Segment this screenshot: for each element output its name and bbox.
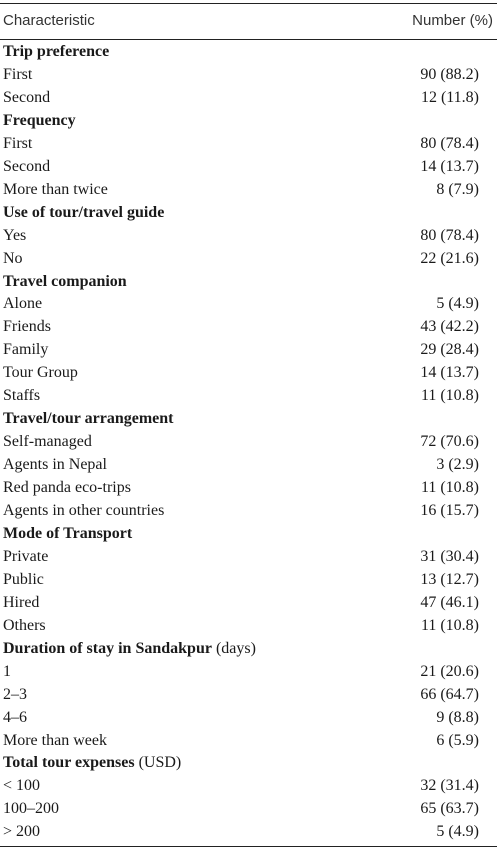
section-heading-row (0, 109, 497, 132)
section-title: Duration of stay in Sandakpur (3, 639, 212, 657)
row-value: 65 (63.7) (420, 800, 479, 818)
table-row (0, 292, 497, 315)
row-label: 100–200 (3, 800, 59, 818)
section-heading (3, 201, 164, 224)
table-row (0, 247, 497, 270)
section-title: Total tour expenses (3, 754, 135, 772)
row-label: 2–3 (3, 685, 27, 703)
row-value: 14 (13.7) (420, 364, 479, 382)
row-label: Public (3, 570, 44, 588)
table-row (0, 132, 497, 155)
section-unit: (USD) (138, 754, 182, 772)
section-heading (3, 40, 109, 63)
row-label: Friends (3, 318, 51, 336)
row-label: Staffs (3, 387, 41, 405)
row-value: 16 (15.7) (420, 502, 479, 519)
section-heading (3, 637, 256, 660)
row-value: 43 (42.2) (420, 318, 479, 336)
row-value: 66 (64.7) (420, 685, 479, 703)
section-heading (3, 407, 173, 430)
row-value: 22 (21.6) (420, 249, 479, 267)
table-row (0, 476, 497, 499)
section-heading-row (0, 40, 497, 63)
section-title: Use of tour/travel guide (3, 203, 165, 221)
row-value: 14 (13.7) (420, 157, 479, 175)
row-value: 8 (7.9) (436, 180, 479, 198)
table-row (0, 361, 497, 384)
table-row (0, 660, 497, 683)
row-label: Alone (3, 295, 43, 313)
table-row (0, 820, 497, 843)
row-value: 80 (78.4) (420, 134, 479, 152)
row-value: 11 (10.8) (420, 479, 479, 497)
row-value: 90 (88.2) (420, 65, 479, 83)
row-label: Yes (3, 226, 27, 244)
table-row (0, 499, 497, 522)
table-row (0, 797, 497, 820)
table-row (0, 683, 497, 706)
table-row (0, 568, 497, 591)
section-title: Mode of Transport (3, 524, 133, 542)
row-label: No (3, 249, 23, 267)
table-top-rule (0, 3, 497, 4)
row-label: Second (3, 88, 51, 106)
table-row (0, 155, 497, 178)
section-heading-row (0, 637, 497, 660)
section-heading-row (0, 407, 497, 430)
row-value: 3 (2.9) (436, 456, 479, 474)
table-row (0, 63, 497, 86)
table-row (0, 384, 497, 407)
row-label: Second (3, 157, 51, 175)
row-value: 72 (70.6) (420, 433, 479, 451)
row-label: 1 (3, 662, 11, 680)
row-label: Red panda eco-trips (3, 479, 131, 497)
row-label: More than twice (3, 180, 108, 198)
table-row (0, 338, 497, 361)
section-heading (3, 522, 132, 545)
row-value: 32 (31.4) (420, 777, 479, 795)
table-row (0, 430, 497, 453)
row-value: 9 (8.8) (436, 708, 479, 726)
row-label: Self-managed (3, 433, 92, 451)
row-label: Others (3, 616, 46, 634)
section-heading (3, 109, 76, 132)
row-value: 80 (78.4) (420, 226, 479, 244)
table-row (0, 178, 497, 201)
section-unit: (days) (215, 639, 256, 657)
table-row (0, 315, 497, 338)
row-label: More than week (3, 731, 107, 749)
table-row (0, 729, 497, 752)
row-value: 31 (30.4) (420, 547, 479, 565)
row-label: Agents in Nepal (3, 456, 107, 474)
table-row (0, 706, 497, 729)
row-label: 4–6 (3, 708, 27, 726)
section-title: Travel/tour arrangement (3, 410, 174, 428)
section-heading-row (0, 751, 497, 774)
section-title: Trip preference (3, 43, 110, 60)
table-row (0, 545, 497, 568)
section-heading (3, 751, 181, 774)
row-value: 12 (11.8) (420, 88, 479, 106)
row-value: 47 (46.1) (420, 593, 479, 611)
table-row (0, 614, 497, 637)
table-row (0, 453, 497, 476)
row-value: 29 (28.4) (420, 341, 479, 359)
table-bottom-rule (0, 846, 497, 847)
section-heading-row (0, 270, 497, 293)
section-heading-row (0, 522, 497, 545)
header-characteristic: Characteristic (3, 12, 95, 29)
table-row (0, 591, 497, 614)
row-label: > 200 (3, 823, 41, 841)
row-value: 6 (5.9) (436, 731, 479, 749)
row-label: < 100 (3, 777, 41, 795)
row-label: Tour Group (3, 364, 78, 382)
table-row (0, 774, 497, 797)
row-value: 5 (4.9) (436, 295, 479, 313)
row-label: First (3, 65, 33, 83)
row-value: 21 (20.6) (420, 662, 479, 680)
row-value: 13 (12.7) (420, 570, 479, 588)
header-number: Number (%) (412, 12, 493, 29)
table-row (0, 224, 497, 247)
row-label: Hired (3, 593, 40, 611)
section-heading-row (0, 201, 497, 224)
row-label: Family (3, 341, 49, 359)
row-label: Private (3, 547, 49, 565)
section-title: Frequency (3, 111, 76, 129)
section-title: Travel companion (3, 272, 127, 290)
row-label: Agents in other countries (3, 502, 165, 519)
table-row (0, 86, 497, 109)
row-value: 5 (4.9) (436, 823, 479, 841)
row-value: 11 (10.8) (420, 616, 479, 634)
row-label: First (3, 134, 33, 152)
section-heading (3, 270, 127, 293)
table-header-row (0, 9, 497, 32)
row-value: 11 (10.8) (420, 387, 479, 405)
